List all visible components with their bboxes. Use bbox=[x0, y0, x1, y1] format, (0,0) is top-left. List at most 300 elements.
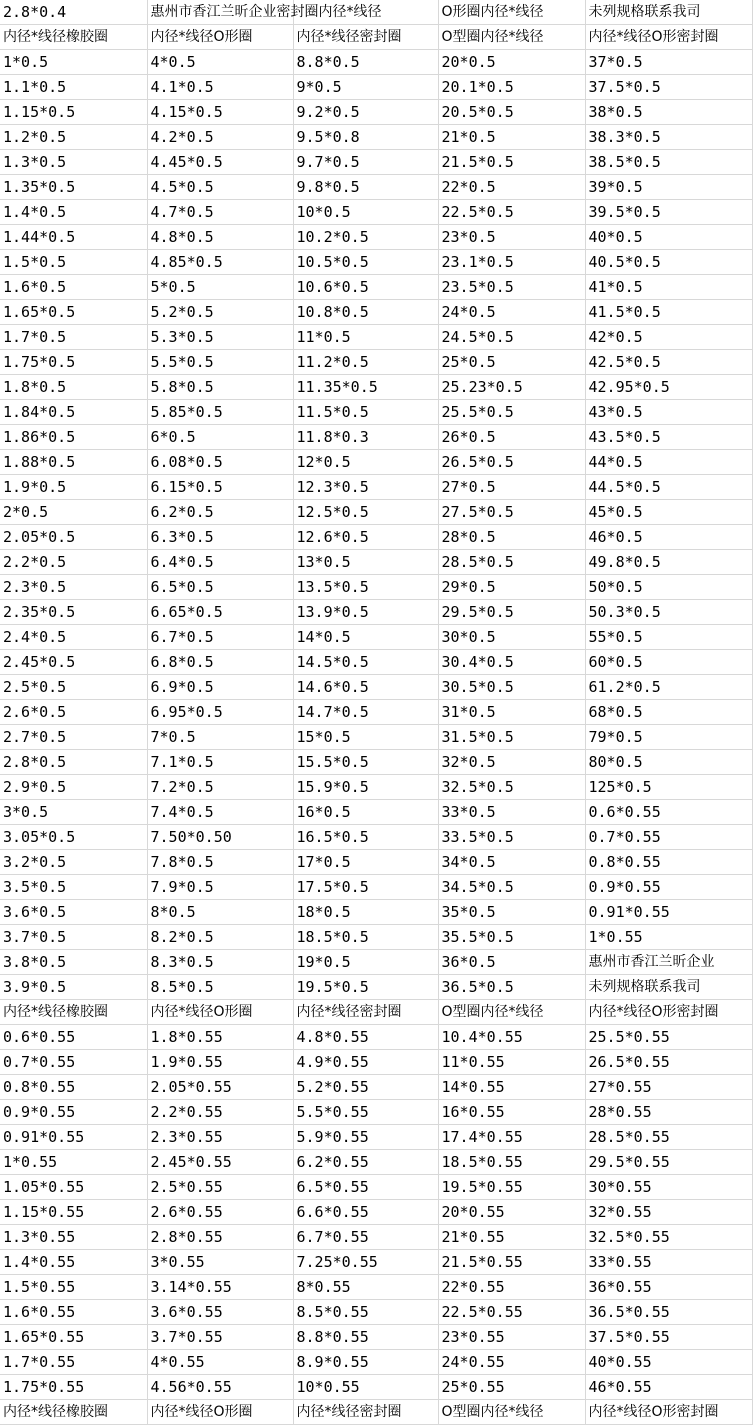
table-row bbox=[0, 750, 752, 775]
table-cell[interactable]: 6.08*0.5 bbox=[147, 450, 293, 475]
table-cell[interactable]: 36.5*0.55 bbox=[585, 1300, 752, 1325]
table-cell[interactable]: 15*0.5 bbox=[293, 725, 438, 750]
table-cell[interactable]: 28*0.55 bbox=[585, 1100, 752, 1125]
table-cell[interactable]: 8.9*0.55 bbox=[293, 1350, 438, 1375]
table-row bbox=[0, 975, 752, 1000]
table-cell[interactable]: 2.5*0.55 bbox=[147, 1175, 293, 1200]
table-cell[interactable]: 27*0.55 bbox=[585, 1075, 752, 1100]
table-cell[interactable]: 42.95*0.5 bbox=[585, 375, 752, 400]
table-cell[interactable]: 2.4*0.5 bbox=[0, 625, 147, 650]
table-cell[interactable]: 1*0.55 bbox=[585, 925, 752, 950]
table-cell[interactable]: 2*0.5 bbox=[0, 500, 147, 525]
table-cell[interactable]: 19.5*0.55 bbox=[438, 1175, 585, 1200]
table-cell[interactable]: 9.8*0.5 bbox=[293, 175, 438, 200]
table-cell[interactable]: 23*0.55 bbox=[438, 1325, 585, 1350]
table-cell[interactable]: 6.5*0.5 bbox=[147, 575, 293, 600]
table-cell[interactable]: 内径*线径O形密封圈 bbox=[585, 25, 752, 50]
table-cell[interactable]: 25.23*0.5 bbox=[438, 375, 585, 400]
table-cell[interactable]: 12.5*0.5 bbox=[293, 500, 438, 525]
table-row bbox=[0, 200, 752, 225]
table-cell[interactable]: 1.75*0.5 bbox=[0, 350, 147, 375]
table-cell[interactable]: 2.45*0.5 bbox=[0, 650, 147, 675]
table-cell[interactable]: 内径*线径O形圈 bbox=[147, 1000, 293, 1025]
table-cell[interactable]: 未列规格联系我司 bbox=[585, 0, 752, 25]
table-cell[interactable]: 27.5*0.5 bbox=[438, 500, 585, 525]
table-cell[interactable]: 1.5*0.5 bbox=[0, 250, 147, 275]
table-cell[interactable]: 1.15*0.55 bbox=[0, 1200, 147, 1225]
table-cell[interactable]: 32*0.55 bbox=[585, 1200, 752, 1225]
table-cell[interactable]: 4.85*0.5 bbox=[147, 250, 293, 275]
table-cell[interactable]: O形圈内径*线径 bbox=[438, 0, 585, 25]
table-cell[interactable]: 36*0.55 bbox=[585, 1275, 752, 1300]
table-cell[interactable]: 125*0.5 bbox=[585, 775, 752, 800]
table-cell[interactable]: 38.3*0.5 bbox=[585, 125, 752, 150]
table-cell[interactable]: 惠州市香江兰昕企业 bbox=[585, 950, 752, 975]
table-cell[interactable]: 4.8*0.5 bbox=[147, 225, 293, 250]
table-cell[interactable]: 55*0.5 bbox=[585, 625, 752, 650]
table-cell[interactable]: 11*0.5 bbox=[293, 325, 438, 350]
table-cell[interactable]: 26.5*0.55 bbox=[585, 1050, 752, 1075]
table-cell[interactable]: 33*0.5 bbox=[438, 800, 585, 825]
table-cell[interactable]: 9*0.5 bbox=[293, 75, 438, 100]
table-cell[interactable]: 6.4*0.5 bbox=[147, 550, 293, 575]
table-cell[interactable]: 37.5*0.5 bbox=[585, 75, 752, 100]
table-cell[interactable]: 内径*线径O形圈 bbox=[147, 25, 293, 50]
table-cell[interactable]: 1.6*0.55 bbox=[0, 1300, 147, 1325]
table-cell[interactable]: 3*0.55 bbox=[147, 1250, 293, 1275]
table-cell[interactable]: 4.1*0.5 bbox=[147, 75, 293, 100]
table-cell[interactable]: 36.5*0.5 bbox=[438, 975, 585, 1000]
table-cell[interactable]: 4.8*0.55 bbox=[293, 1025, 438, 1050]
table-cell[interactable]: 6.2*0.5 bbox=[147, 500, 293, 525]
table-cell[interactable]: 37.5*0.55 bbox=[585, 1325, 752, 1350]
table-cell[interactable]: 0.7*0.55 bbox=[0, 1050, 147, 1075]
table-cell[interactable]: 10.2*0.5 bbox=[293, 225, 438, 250]
table-cell[interactable]: 43*0.5 bbox=[585, 400, 752, 425]
table-cell[interactable]: 19*0.5 bbox=[293, 950, 438, 975]
table-cell[interactable]: 2.35*0.5 bbox=[0, 600, 147, 625]
table-cell[interactable]: 17*0.5 bbox=[293, 850, 438, 875]
table-cell[interactable]: 80*0.5 bbox=[585, 750, 752, 775]
table-cell[interactable]: 13*0.5 bbox=[293, 550, 438, 575]
table-cell[interactable]: 未列规格联系我司 bbox=[585, 975, 752, 1000]
table-cell[interactable]: 1.44*0.5 bbox=[0, 225, 147, 250]
table-cell[interactable]: 20.1*0.5 bbox=[438, 75, 585, 100]
table-cell[interactable]: 25.5*0.55 bbox=[585, 1025, 752, 1050]
table-cell[interactable]: 26*0.5 bbox=[438, 425, 585, 450]
table-cell[interactable]: 3.7*0.5 bbox=[0, 925, 147, 950]
table-cell[interactable]: 2.6*0.55 bbox=[147, 1200, 293, 1225]
table-cell[interactable]: 1.8*0.5 bbox=[0, 375, 147, 400]
table-cell[interactable]: 1.4*0.55 bbox=[0, 1250, 147, 1275]
table-cell[interactable]: 5.8*0.5 bbox=[147, 375, 293, 400]
table-cell[interactable]: 61.2*0.5 bbox=[585, 675, 752, 700]
table-cell[interactable]: 3.6*0.5 bbox=[0, 900, 147, 925]
table-cell[interactable]: 29.5*0.5 bbox=[438, 600, 585, 625]
table-cell[interactable]: 0.91*0.55 bbox=[585, 900, 752, 925]
table-cell[interactable]: 7.4*0.5 bbox=[147, 800, 293, 825]
table-cell[interactable]: 20*0.5 bbox=[438, 50, 585, 75]
table-cell[interactable]: 1.6*0.5 bbox=[0, 275, 147, 300]
table-cell[interactable]: 5.2*0.55 bbox=[293, 1075, 438, 1100]
table-cell[interactable]: 31.5*0.5 bbox=[438, 725, 585, 750]
table-cell[interactable]: 38.5*0.5 bbox=[585, 150, 752, 175]
table-cell[interactable]: 0.8*0.55 bbox=[585, 850, 752, 875]
table-cell[interactable]: 22*0.5 bbox=[438, 175, 585, 200]
table-cell[interactable]: 2.2*0.5 bbox=[0, 550, 147, 575]
table-cell[interactable]: 3.05*0.5 bbox=[0, 825, 147, 850]
table-cell[interactable]: 1.7*0.5 bbox=[0, 325, 147, 350]
table-cell[interactable]: 50.3*0.5 bbox=[585, 600, 752, 625]
table-cell[interactable]: 1*0.5 bbox=[0, 50, 147, 75]
table-cell[interactable]: 16*0.5 bbox=[293, 800, 438, 825]
table-cell[interactable]: 5.9*0.55 bbox=[293, 1125, 438, 1150]
table-cell[interactable]: 11.2*0.5 bbox=[293, 350, 438, 375]
table-cell[interactable]: 9.2*0.5 bbox=[293, 100, 438, 125]
table-cell[interactable]: 1.65*0.55 bbox=[0, 1325, 147, 1350]
table-cell[interactable]: 13.9*0.5 bbox=[293, 600, 438, 625]
table-cell[interactable]: 4.56*0.55 bbox=[147, 1375, 293, 1400]
table-cell[interactable]: 15.5*0.5 bbox=[293, 750, 438, 775]
table-cell[interactable]: O型圈内径*线径 bbox=[438, 25, 585, 50]
table-cell[interactable]: 1*0.55 bbox=[0, 1150, 147, 1175]
table-cell[interactable]: 2.5*0.5 bbox=[0, 675, 147, 700]
table-cell[interactable]: 39.5*0.5 bbox=[585, 200, 752, 225]
table-cell[interactable]: 2.9*0.5 bbox=[0, 775, 147, 800]
table-cell[interactable]: 9.5*0.8 bbox=[293, 125, 438, 150]
table-row bbox=[0, 475, 752, 500]
table-cell[interactable]: 11.5*0.5 bbox=[293, 400, 438, 425]
table-cell[interactable]: 4.5*0.5 bbox=[147, 175, 293, 200]
table-cell[interactable]: 10.4*0.55 bbox=[438, 1025, 585, 1050]
table-cell[interactable]: 4.9*0.55 bbox=[293, 1050, 438, 1075]
table-cell[interactable]: 30*0.5 bbox=[438, 625, 585, 650]
table-cell[interactable]: 60*0.5 bbox=[585, 650, 752, 675]
table-cell[interactable]: 6.5*0.55 bbox=[293, 1175, 438, 1200]
table-cell[interactable]: 31*0.5 bbox=[438, 700, 585, 725]
table-cell[interactable]: 20*0.55 bbox=[438, 1200, 585, 1225]
table-cell[interactable]: 内径*线径密封圈 bbox=[293, 25, 438, 50]
table-row bbox=[0, 1350, 752, 1375]
table-cell[interactable]: 22.5*0.5 bbox=[438, 200, 585, 225]
table-cell[interactable]: 14.5*0.5 bbox=[293, 650, 438, 675]
table-cell[interactable]: 2.2*0.55 bbox=[147, 1100, 293, 1125]
table-cell[interactable]: 1.7*0.55 bbox=[0, 1350, 147, 1375]
table-cell[interactable]: 2.3*0.5 bbox=[0, 575, 147, 600]
table-cell[interactable]: 1.88*0.5 bbox=[0, 450, 147, 475]
table-cell[interactable]: 12.6*0.5 bbox=[293, 525, 438, 550]
table-row bbox=[0, 1100, 752, 1125]
table-cell[interactable]: 1.9*0.55 bbox=[147, 1050, 293, 1075]
table-cell[interactable]: 内径*线径橡胶圈 bbox=[0, 25, 147, 50]
table-cell[interactable]: 0.7*0.55 bbox=[585, 825, 752, 850]
table-cell[interactable]: 23*0.5 bbox=[438, 225, 585, 250]
table-cell[interactable]: 4*0.55 bbox=[147, 1350, 293, 1375]
table-cell[interactable]: 2.05*0.55 bbox=[147, 1075, 293, 1100]
table-cell[interactable]: 0.91*0.55 bbox=[0, 1125, 147, 1150]
table-cell[interactable]: 45*0.5 bbox=[585, 500, 752, 525]
table-cell[interactable]: 14.6*0.5 bbox=[293, 675, 438, 700]
table-cell[interactable]: 10.6*0.5 bbox=[293, 275, 438, 300]
table-cell[interactable]: 1.75*0.55 bbox=[0, 1375, 147, 1400]
table-cell[interactable]: 8.8*0.5 bbox=[293, 50, 438, 75]
table-cell[interactable]: 17.5*0.5 bbox=[293, 875, 438, 900]
table-row bbox=[0, 125, 752, 150]
table-cell[interactable]: 内径*线径橡胶圈 bbox=[0, 1400, 147, 1425]
table-cell[interactable]: 8.3*0.5 bbox=[147, 950, 293, 975]
table-cell[interactable]: 7*0.5 bbox=[147, 725, 293, 750]
table-cell[interactable]: 2.6*0.5 bbox=[0, 700, 147, 725]
table-cell[interactable]: 0.6*0.55 bbox=[0, 1025, 147, 1050]
table-row bbox=[0, 800, 752, 825]
table-cell[interactable]: 7.2*0.5 bbox=[147, 775, 293, 800]
table-cell[interactable]: 23.1*0.5 bbox=[438, 250, 585, 275]
table-cell[interactable]: O型圈内径*线径 bbox=[438, 1000, 585, 1025]
table-cell[interactable]: 34.5*0.5 bbox=[438, 875, 585, 900]
table-cell[interactable]: 3.14*0.55 bbox=[147, 1275, 293, 1300]
table-cell[interactable]: 5.2*0.5 bbox=[147, 300, 293, 325]
table-cell[interactable]: 8.8*0.55 bbox=[293, 1325, 438, 1350]
table-cell[interactable]: 3*0.5 bbox=[0, 800, 147, 825]
table-cell[interactable]: 8.2*0.5 bbox=[147, 925, 293, 950]
table-cell[interactable]: 42.5*0.5 bbox=[585, 350, 752, 375]
table-cell[interactable]: 29*0.5 bbox=[438, 575, 585, 600]
table-cell[interactable]: 20.5*0.5 bbox=[438, 100, 585, 125]
table-cell[interactable]: 10*0.5 bbox=[293, 200, 438, 225]
table-cell[interactable]: 30.4*0.5 bbox=[438, 650, 585, 675]
table-cell[interactable]: 27*0.5 bbox=[438, 475, 585, 500]
table-cell[interactable]: 19.5*0.5 bbox=[293, 975, 438, 1000]
table-cell[interactable]: 49.8*0.5 bbox=[585, 550, 752, 575]
table-cell[interactable]: 1.4*0.5 bbox=[0, 200, 147, 225]
table-row bbox=[0, 1000, 752, 1025]
table-cell[interactable]: 6.15*0.5 bbox=[147, 475, 293, 500]
table-row bbox=[0, 1025, 752, 1050]
table-cell[interactable]: 6*0.5 bbox=[147, 425, 293, 450]
table-cell[interactable]: 7.8*0.5 bbox=[147, 850, 293, 875]
table-cell[interactable]: 6.8*0.5 bbox=[147, 650, 293, 675]
table-cell[interactable]: 4.15*0.5 bbox=[147, 100, 293, 125]
table-cell[interactable]: 1.65*0.5 bbox=[0, 300, 147, 325]
table-cell[interactable]: 1.3*0.55 bbox=[0, 1225, 147, 1250]
table-cell[interactable]: 32.5*0.5 bbox=[438, 775, 585, 800]
table-cell[interactable]: 内径*线径O形密封圈 bbox=[585, 1000, 752, 1025]
table-cell[interactable]: 内径*线径O形密封圈 bbox=[585, 1400, 752, 1425]
table-cell[interactable]: 12*0.5 bbox=[293, 450, 438, 475]
table-cell[interactable]: 2.8*0.5 bbox=[0, 750, 147, 775]
table-cell[interactable]: 3.8*0.5 bbox=[0, 950, 147, 975]
table-cell[interactable]: 3.2*0.5 bbox=[0, 850, 147, 875]
table-cell[interactable]: 1.05*0.55 bbox=[0, 1175, 147, 1200]
table-cell[interactable]: 14.7*0.5 bbox=[293, 700, 438, 725]
table-cell[interactable]: 30*0.55 bbox=[585, 1175, 752, 1200]
table-cell[interactable]: 30.5*0.5 bbox=[438, 675, 585, 700]
table-cell[interactable]: 79*0.5 bbox=[585, 725, 752, 750]
table-cell[interactable]: 1.9*0.5 bbox=[0, 475, 147, 500]
table-cell[interactable]: 24*0.55 bbox=[438, 1350, 585, 1375]
table-cell[interactable]: 1.15*0.5 bbox=[0, 100, 147, 125]
table-cell[interactable]: 6.9*0.5 bbox=[147, 675, 293, 700]
table-cell[interactable]: 18.5*0.5 bbox=[293, 925, 438, 950]
table-cell[interactable]: 11.8*0.3 bbox=[293, 425, 438, 450]
table-cell[interactable]: 28*0.5 bbox=[438, 525, 585, 550]
table-row bbox=[0, 250, 752, 275]
table-cell[interactable]: 24*0.5 bbox=[438, 300, 585, 325]
table-cell[interactable]: 6.2*0.55 bbox=[293, 1150, 438, 1175]
table-cell[interactable]: 35.5*0.5 bbox=[438, 925, 585, 950]
table-cell[interactable]: 50*0.5 bbox=[585, 575, 752, 600]
table-cell[interactable]: 1.2*0.5 bbox=[0, 125, 147, 150]
table-cell[interactable]: 41*0.5 bbox=[585, 275, 752, 300]
table-cell[interactable]: 21*0.55 bbox=[438, 1225, 585, 1250]
table-cell[interactable]: 38*0.5 bbox=[585, 100, 752, 125]
table-cell[interactable]: 5.5*0.55 bbox=[293, 1100, 438, 1125]
table-cell[interactable]: 12.3*0.5 bbox=[293, 475, 438, 500]
table-cell[interactable]: 2.3*0.55 bbox=[147, 1125, 293, 1150]
table-row bbox=[0, 225, 752, 250]
table-row bbox=[0, 450, 752, 475]
table-cell[interactable]: 0.6*0.55 bbox=[585, 800, 752, 825]
table-cell[interactable]: 25.5*0.5 bbox=[438, 400, 585, 425]
table-cell[interactable]: 13.5*0.5 bbox=[293, 575, 438, 600]
table-cell[interactable]: 42*0.5 bbox=[585, 325, 752, 350]
table-row bbox=[0, 150, 752, 175]
table-cell[interactable]: 68*0.5 bbox=[585, 700, 752, 725]
table-cell[interactable]: 33*0.55 bbox=[585, 1250, 752, 1275]
table-cell[interactable]: 40*0.55 bbox=[585, 1350, 752, 1375]
table-cell[interactable]: 9.7*0.5 bbox=[293, 150, 438, 175]
table-cell[interactable]: 1.1*0.5 bbox=[0, 75, 147, 100]
table-cell[interactable]: 46*0.55 bbox=[585, 1375, 752, 1400]
table-cell[interactable]: 3.7*0.55 bbox=[147, 1325, 293, 1350]
table-cell[interactable]: 惠州市香江兰昕企业密封圈内径*线径 bbox=[147, 0, 293, 25]
table-cell[interactable]: 4.45*0.5 bbox=[147, 150, 293, 175]
table-cell[interactable]: 内径*线径密封圈 bbox=[293, 1400, 438, 1425]
table-cell[interactable]: 7.25*0.55 bbox=[293, 1250, 438, 1275]
table-cell[interactable]: 25*0.55 bbox=[438, 1375, 585, 1400]
table-cell[interactable]: 11.35*0.5 bbox=[293, 375, 438, 400]
table-cell[interactable]: 2.7*0.5 bbox=[0, 725, 147, 750]
table-cell[interactable]: 8.5*0.55 bbox=[293, 1300, 438, 1325]
table-cell[interactable]: 14*0.55 bbox=[438, 1075, 585, 1100]
table-cell[interactable]: 7.1*0.5 bbox=[147, 750, 293, 775]
table-cell[interactable]: 1.84*0.5 bbox=[0, 400, 147, 425]
table-cell[interactable]: 28.5*0.55 bbox=[585, 1125, 752, 1150]
table-cell[interactable]: 28.5*0.5 bbox=[438, 550, 585, 575]
table-cell[interactable]: 35*0.5 bbox=[438, 900, 585, 925]
table-cell[interactable]: 6.3*0.5 bbox=[147, 525, 293, 550]
table-cell[interactable]: 32*0.5 bbox=[438, 750, 585, 775]
table-cell[interactable]: 36*0.5 bbox=[438, 950, 585, 975]
table-cell[interactable]: 16*0.55 bbox=[438, 1100, 585, 1125]
table-cell[interactable]: 34*0.5 bbox=[438, 850, 585, 875]
table-cell[interactable]: 40.5*0.5 bbox=[585, 250, 752, 275]
table-cell[interactable]: 4.2*0.5 bbox=[147, 125, 293, 150]
table-cell[interactable]: 16.5*0.5 bbox=[293, 825, 438, 850]
table-cell[interactable]: 22.5*0.55 bbox=[438, 1300, 585, 1325]
table-cell[interactable]: 43.5*0.5 bbox=[585, 425, 752, 450]
table-cell[interactable]: 0.8*0.55 bbox=[0, 1075, 147, 1100]
table-cell[interactable]: 4.7*0.5 bbox=[147, 200, 293, 225]
table-cell[interactable]: 内径*线径橡胶圈 bbox=[0, 1000, 147, 1025]
table-cell[interactable]: 5.5*0.5 bbox=[147, 350, 293, 375]
table-cell[interactable]: 14*0.5 bbox=[293, 625, 438, 650]
table-row bbox=[0, 275, 752, 300]
table-cell[interactable]: 1.86*0.5 bbox=[0, 425, 147, 450]
table-cell[interactable]: 39*0.5 bbox=[585, 175, 752, 200]
table-cell[interactable]: 37*0.5 bbox=[585, 50, 752, 75]
table-cell[interactable]: 2.8*0.4 bbox=[0, 0, 147, 25]
table-cell[interactable]: 6.6*0.55 bbox=[293, 1200, 438, 1225]
table-cell[interactable]: 4*0.5 bbox=[147, 50, 293, 75]
table-cell[interactable]: 10.8*0.5 bbox=[293, 300, 438, 325]
table-cell[interactable]: 18*0.5 bbox=[293, 900, 438, 925]
table-cell[interactable]: 2.8*0.55 bbox=[147, 1225, 293, 1250]
table-cell[interactable]: 23.5*0.5 bbox=[438, 275, 585, 300]
table-cell[interactable]: 41.5*0.5 bbox=[585, 300, 752, 325]
table-cell[interactable]: 7.50*0.50 bbox=[147, 825, 293, 850]
table-cell[interactable]: 11*0.55 bbox=[438, 1050, 585, 1075]
table-cell[interactable]: 1.5*0.55 bbox=[0, 1275, 147, 1300]
table-cell[interactable]: 25*0.5 bbox=[438, 350, 585, 375]
table-cell[interactable]: 26.5*0.5 bbox=[438, 450, 585, 475]
table-cell[interactable]: 6.7*0.55 bbox=[293, 1225, 438, 1250]
table-cell[interactable]: 5*0.5 bbox=[147, 275, 293, 300]
table-cell[interactable]: 44.5*0.5 bbox=[585, 475, 752, 500]
table-cell[interactable]: 8*0.55 bbox=[293, 1275, 438, 1300]
table-cell[interactable]: 5.3*0.5 bbox=[147, 325, 293, 350]
table-cell[interactable]: 24.5*0.5 bbox=[438, 325, 585, 350]
table-cell[interactable]: 29.5*0.55 bbox=[585, 1150, 752, 1175]
table-cell[interactable]: 40*0.5 bbox=[585, 225, 752, 250]
table-cell[interactable]: 6.7*0.5 bbox=[147, 625, 293, 650]
table-cell[interactable]: 1.3*0.5 bbox=[0, 150, 147, 175]
table-cell[interactable]: 8.5*0.5 bbox=[147, 975, 293, 1000]
table-cell[interactable]: 21*0.5 bbox=[438, 125, 585, 150]
table-cell[interactable]: 3.5*0.5 bbox=[0, 875, 147, 900]
table-cell[interactable]: 17.4*0.55 bbox=[438, 1125, 585, 1150]
table-cell[interactable]: 18.5*0.55 bbox=[438, 1150, 585, 1175]
table-cell[interactable]: 32.5*0.55 bbox=[585, 1225, 752, 1250]
table-cell[interactable]: 7.9*0.5 bbox=[147, 875, 293, 900]
table-cell[interactable]: 22*0.55 bbox=[438, 1275, 585, 1300]
table-cell[interactable]: 44*0.5 bbox=[585, 450, 752, 475]
table-cell[interactable]: 10*0.55 bbox=[293, 1375, 438, 1400]
table-cell[interactable]: 6.65*0.5 bbox=[147, 600, 293, 625]
table-cell[interactable]: 3.6*0.55 bbox=[147, 1300, 293, 1325]
table-cell[interactable]: 46*0.5 bbox=[585, 525, 752, 550]
table-cell[interactable]: 21.5*0.55 bbox=[438, 1250, 585, 1275]
table-cell[interactable]: 0.9*0.55 bbox=[0, 1100, 147, 1125]
table-cell[interactable]: O型圈内径*线径 bbox=[438, 1400, 585, 1425]
table-cell[interactable]: 10.5*0.5 bbox=[293, 250, 438, 275]
table-cell[interactable]: 6.95*0.5 bbox=[147, 700, 293, 725]
table-cell[interactable]: 内径*线径O形圈 bbox=[147, 1400, 293, 1425]
table-cell[interactable]: 1.35*0.5 bbox=[0, 175, 147, 200]
table-cell[interactable]: 内径*线径密封圈 bbox=[293, 1000, 438, 1025]
table-cell[interactable]: 8*0.5 bbox=[147, 900, 293, 925]
table-cell[interactable]: 2.45*0.55 bbox=[147, 1150, 293, 1175]
table-cell[interactable]: 1.8*0.55 bbox=[147, 1025, 293, 1050]
table-cell[interactable]: 2.05*0.5 bbox=[0, 525, 147, 550]
table-cell[interactable]: 15.9*0.5 bbox=[293, 775, 438, 800]
table-cell[interactable]: 5.85*0.5 bbox=[147, 400, 293, 425]
table-cell[interactable]: 33.5*0.5 bbox=[438, 825, 585, 850]
table-cell[interactable]: 0.9*0.55 bbox=[585, 875, 752, 900]
table-row bbox=[0, 50, 752, 75]
table-cell[interactable]: 3.9*0.5 bbox=[0, 975, 147, 1000]
table-cell[interactable]: 21.5*0.5 bbox=[438, 150, 585, 175]
